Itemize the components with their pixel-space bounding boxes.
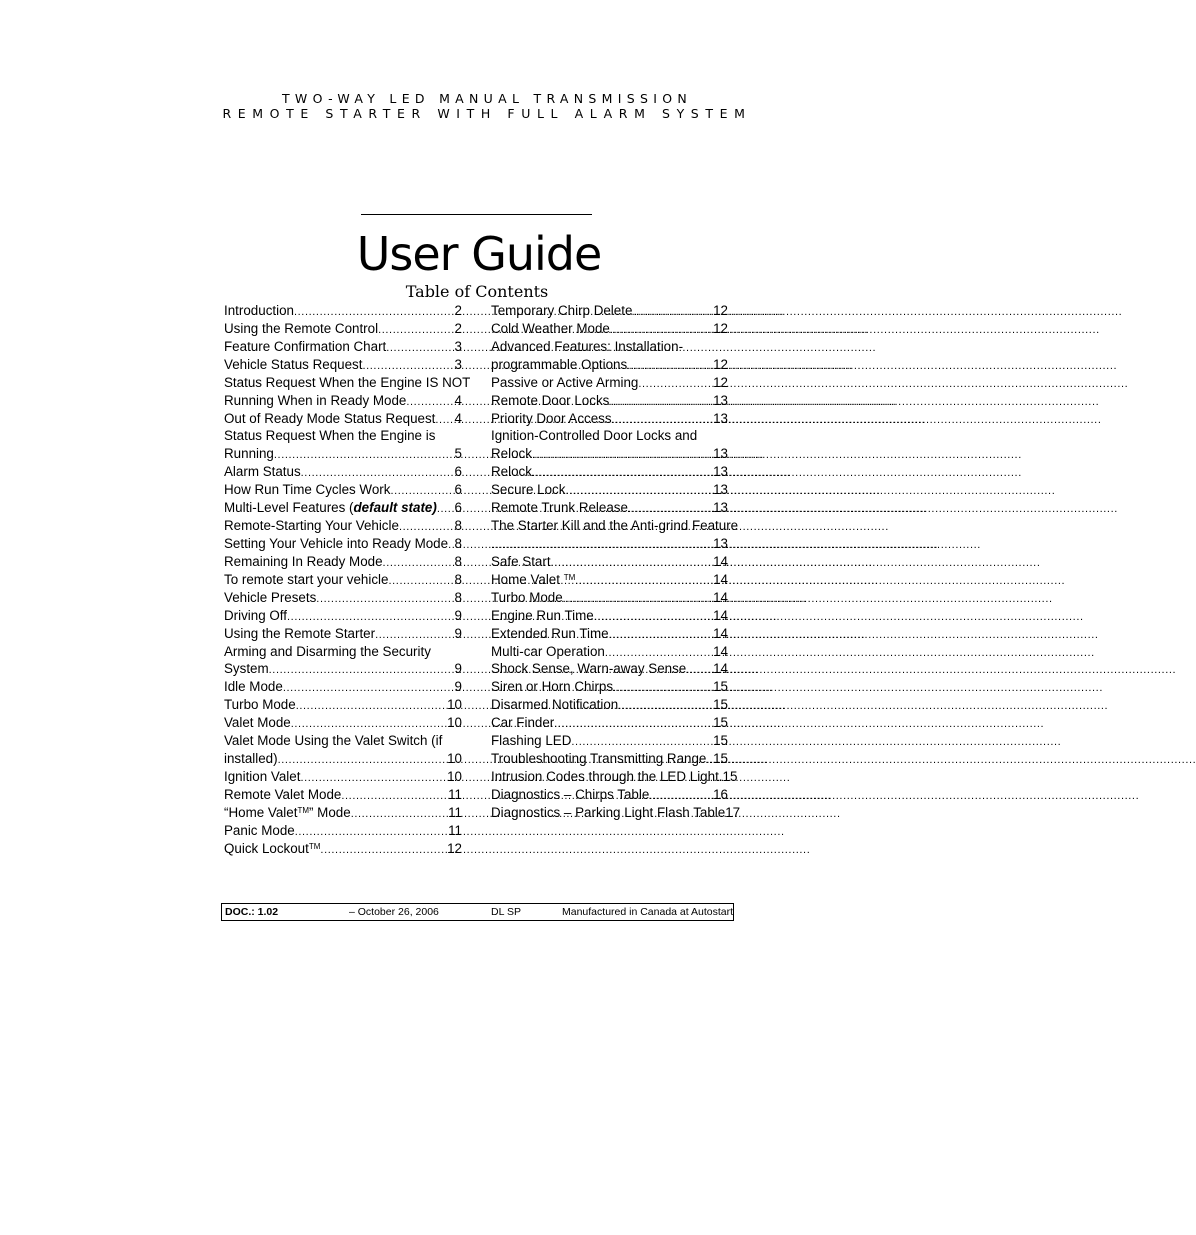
toc-page-number: 14 [713,571,728,587]
toc-entry-label: Remote Trunk Release [491,500,628,516]
toc-page-number: 12 [713,303,728,318]
toc-entry-label: Panic Mode [224,822,295,838]
toc-entry[interactable] [491,625,728,643]
dot-leader [686,662,713,680]
toc-entry-label: Status Request When the Engine IS NOT [224,374,471,390]
toc-page-number: 12 [447,840,462,856]
toc-entry-label: Ignition-Controlled Door Locks and [491,428,698,444]
toc-entry[interactable] [224,445,462,463]
trademark-mark: TM [308,841,321,851]
header-line-2: REMOTE STARTER WITH FULL ALARM SYSTEM [222,106,752,121]
toc-entry-label: Troubleshooting Transmitting Range [491,751,707,767]
toc-entry[interactable] [224,643,462,661]
toc-entry-label: Priority Door Access [491,410,612,426]
toc-entry[interactable] [224,517,462,535]
toc-entry-label: Safe Start [491,553,551,569]
toc-page-number: 17 [725,804,741,820]
header-line-1: TWO-WAY LED MANUAL TRANSMISSION [281,91,692,106]
toc-entry-label: Engine Run Time [491,607,594,623]
toc-entry-label: Running When in Ready Mode [224,392,407,408]
title-rule [361,214,592,215]
toc-entry-label: Driving Off [224,607,288,623]
toc-page-number: 14 [713,661,728,677]
toc-entry-label: Remaining In Ready Mode [224,553,383,569]
toc-entry[interactable] [224,714,462,732]
toc-entry-label: Valet Mode Using the Valet Switch (if [224,733,443,749]
toc-entry[interactable] [491,535,728,553]
toc-page-number: 6 [454,500,462,516]
toc-entry-label: Relock [491,464,532,480]
toc-entry[interactable] [224,463,462,481]
toc-entry-label: Running [224,446,274,462]
toc-page-number: 15 [722,768,738,784]
dot-leader [274,447,455,465]
toc-entry-label: Disarmed Notification [491,697,619,713]
toc-page-number: 13 [713,392,728,408]
dot-leader [638,376,713,394]
toc-entry[interactable] [491,427,728,445]
toc-page-number: 2 [454,303,462,318]
toc-page-number: 13 [713,500,728,516]
toc-entry[interactable] [224,553,462,571]
toc-page-number: 8 [454,553,462,569]
toc-entry[interactable] [491,589,728,607]
toc-page-number: 5 [454,446,462,462]
toc-page-number: 11 [448,786,462,802]
toc-entry-label: Multi-car Operation [491,643,605,659]
toc-entry-label: Diagnostics – Parking Light Flash Table [491,804,726,820]
dot-leader [386,340,454,358]
dot-leader [609,627,713,645]
toc-entry[interactable] [491,643,728,661]
toc-entry[interactable] [224,804,462,822]
toc-entry[interactable] [224,786,462,804]
toc-entry[interactable] [224,840,462,858]
toc-entry-label: Using the Remote Starter [224,625,376,641]
toc-entry[interactable] [224,625,462,643]
toc-entry[interactable] [491,445,728,463]
toc-page-number: 9 [454,661,462,677]
toc-entry[interactable] [224,768,462,786]
toc-entry-label: Vehicle Status Request [224,356,363,372]
dot-leader [269,662,455,680]
toc-page-number: 11 [448,822,462,838]
toc-page-number: 13 [713,535,728,551]
toc-page-number: 10 [447,751,462,767]
toc-page-number: 14 [713,607,728,623]
toc-entry[interactable] [224,356,462,374]
toc-page-number: 4 [454,410,462,426]
toc-entry[interactable] [224,499,462,517]
toc-page-number: 16 [713,786,728,802]
toc-page-number: 13 [713,410,728,426]
toc-entry-label: Car Finder [491,715,555,731]
toc-page-number: 15 [713,697,728,713]
toc-entry-label: How Run Time Cycles Work [224,482,391,498]
toc-page-number: 4 [454,392,462,408]
toc-entry-label: Out of Ready Mode Status Request [224,410,436,426]
toc-page-number: 10 [447,697,462,713]
dot-leader [388,573,454,591]
toc-entry[interactable] [491,356,728,374]
dot-leader [383,555,455,573]
toc-entry-label: Home Valet ™ [491,571,576,587]
dot-leader [594,609,713,627]
toc-entry-label: Vehicle Presets [224,589,317,605]
toc-page-number: 13 [713,482,728,498]
toc-page-number: 15 [713,751,728,767]
toc-page-number: 9 [454,625,462,641]
toc-entry[interactable] [491,571,728,589]
toc-heading: Table of Contents [405,282,549,301]
toc-entry-label: Valet Mode [224,715,291,731]
toc-entry[interactable] [491,678,728,696]
toc-entry-label: Ignition Valet [224,768,301,784]
toc-entry[interactable] [224,822,462,840]
toc-entry[interactable] [491,392,728,410]
toc-entry-label: Remote-Starting Your Vehicle [224,518,399,534]
toc-entry[interactable] [224,607,462,625]
dot-leader [632,304,713,322]
toc-page-number: 6 [454,482,462,498]
toc-entry[interactable] [224,660,462,678]
toc-entry[interactable] [491,804,741,822]
toc-page-number: 12 [713,356,728,372]
dot-leader [341,788,448,806]
toc-entry[interactable] [491,714,728,732]
toc-entry-label: Alarm Status [224,464,301,480]
toc-entry-label: System [224,661,269,677]
dot-leader [613,680,713,698]
toc-entry[interactable] [224,696,462,714]
dot-leader [618,698,713,716]
toc-entry[interactable] [491,786,728,804]
trademark-mark: TM [297,805,309,815]
toc-entry[interactable] [224,320,462,338]
toc-entry-label: Secure Lock [491,482,566,498]
page-title: User Guide [356,227,602,281]
trademark-mark: TM [563,572,576,582]
toc-entry[interactable] [224,732,462,750]
toc-page-number: 14 [713,643,728,659]
toc-entry-label: Multi-Level Features (default state) [224,500,437,516]
toc-entry-label: Relock [491,446,532,462]
toc-entry-label: programmable Options [491,356,628,372]
toc-entry[interactable] [224,535,462,553]
toc-entry-label: Remote Valet Mode [224,786,342,802]
toc-entry-label: To remote start your vehicle [224,571,389,587]
toc-entry-label: Intrusion Codes through the LED Light. [491,768,723,784]
toc-entry[interactable] [224,338,462,356]
toc-entry[interactable] [224,571,462,589]
toc-entry-label: Using the Remote Control [224,320,379,336]
toc-page-number: 8 [454,535,462,551]
toc-entry[interactable] [224,750,462,768]
toc-page-number: 8 [454,589,462,605]
toc-entry-label: Idle Mode [224,679,283,695]
dot-leader [296,698,447,716]
toc-entry[interactable] [224,392,462,410]
toc-entry[interactable] [491,607,728,625]
toc-entry[interactable] [491,410,728,428]
toc-entry-label: Extended Run Time [491,625,609,641]
toc-page-number: 14 [713,625,728,641]
toc-entry-label: Introduction [224,303,294,318]
toc-entry-label: Flashing LED [491,733,572,749]
toc-entry-label: Turbo Mode [224,697,296,713]
toc-entry[interactable] [491,517,739,535]
toc-page-number: 2 [454,320,462,336]
dot-leader [378,322,454,340]
toc-entry[interactable] [224,589,462,607]
toc-page-number: 14 [713,553,728,569]
toc-page-number: 9 [454,679,462,695]
toc-entry-label: Feature Confirmation Chart [224,338,387,354]
toc-entry[interactable] [491,768,738,786]
doc-footer [221,903,734,921]
dot-leader [283,680,455,698]
toc-page-number: 15 [713,715,728,731]
toc-page-number: 15 [713,679,728,695]
toc-page-number: 13 [713,446,728,462]
toc-page-number: 12 [713,374,728,390]
toc-page-number: 8 [454,571,462,587]
toc-entry[interactable] [491,660,728,678]
toc-entry[interactable] [491,732,728,750]
toc-page-number: 3 [454,356,462,372]
toc-entry-label: Passive or Active Arming [491,374,639,390]
toc-page-number: 11 [448,804,462,820]
toc-entry-label: Quick Lockout™ [224,840,321,856]
toc-entry-label: Diagnostics – Chirps Table [491,786,650,802]
doc-number: DOC.: 1.02 [225,906,279,918]
toc-entry[interactable] [491,481,728,499]
toc-left-column [224,302,471,858]
toc-page-number: 3 [454,338,462,354]
dot-leader [320,842,447,860]
toc-entry[interactable] [491,302,728,320]
toc-entry-label: Arming and Disarming the Security [224,643,431,659]
toc-page-number: 14 [713,589,728,605]
toc-entry[interactable] [491,338,728,356]
toc-entry-label: “Home Valet™” Mode [224,804,351,820]
manufacturer-note: Manufactured in Canada at Autostart [562,906,734,918]
toc-page-number: 6 [454,464,462,480]
toc-entry-label: installed) [224,751,278,767]
toc-entry-label: Remote Door Locks [491,392,610,408]
toc-entry-label: Setting Your Vehicle into Ready Mode [224,535,449,551]
dot-leader [437,501,455,519]
toc-page-number: 9 [454,607,462,623]
toc-page-number: 10 [447,715,462,731]
toc-page-number: 10 [447,768,462,784]
toc-entry[interactable] [491,750,728,768]
dot-leader [278,752,448,770]
dot-leader [532,447,713,465]
toc-entry-label: Temporary Chirp Delete [491,303,633,318]
toc-entry[interactable] [491,696,728,714]
toc-entry-label: Siren or Horn Chirps [491,679,614,695]
toc-entry[interactable] [491,463,728,481]
toc-entry[interactable] [224,302,462,320]
toc-entry-label: Status Request When the Engine is [224,428,436,444]
dot-leader [554,716,713,734]
toc-entry[interactable] [224,481,462,499]
toc-page-number: 15 [713,733,728,749]
toc-entry-label: Cold Weather Mode [491,320,610,336]
toc-entry-label: Shock Sense, Warn-away Sense [491,661,687,677]
dot-leader [575,573,713,591]
toc-entry[interactable] [491,553,728,571]
dot-leader [351,806,448,824]
toc-page-number: 8 [454,518,462,534]
doc-date: – October 26, 2006 [349,906,439,918]
toc-page-number: 12 [713,320,728,336]
dot-leader [609,394,713,412]
doc-code: DL SP [491,906,521,918]
toc-entry[interactable] [224,374,471,392]
dot-leader [316,591,454,609]
toc-entry[interactable] [224,427,462,445]
toc-entry[interactable] [491,499,728,517]
toc-entry-label: Advanced Features: Installation- [491,338,684,354]
toc-entry[interactable] [224,678,462,696]
toc-entry[interactable] [224,410,462,428]
toc-entry-label: Turbo Mode [491,589,563,605]
toc-right-column [491,302,741,822]
toc-page-number: 13 [713,464,728,480]
toc-entry[interactable] [491,374,728,392]
toc-entry-label: The Starter Kill and the Anti-grind Feature [491,518,739,534]
toc-entry[interactable] [491,320,728,338]
dot-leader [627,358,713,376]
